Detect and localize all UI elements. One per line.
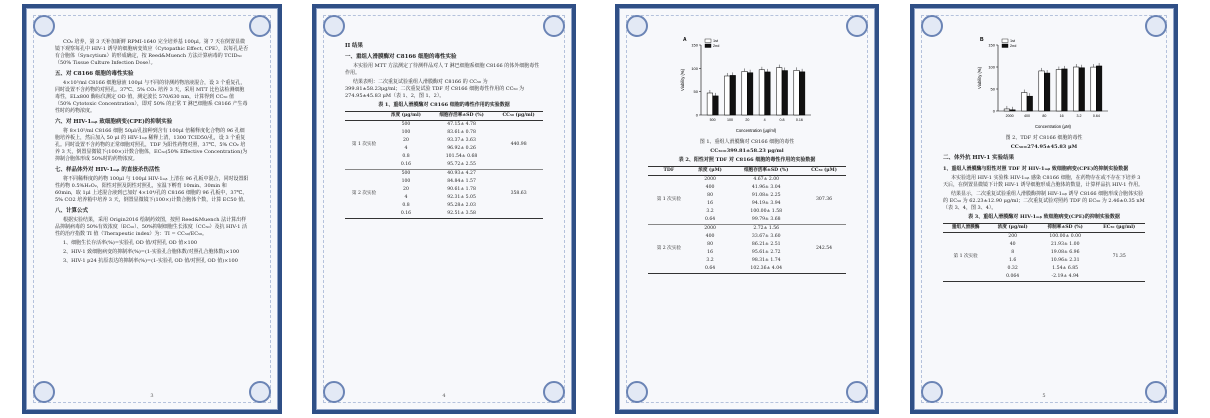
group-label: 第 2 次实验	[656, 246, 681, 251]
viability-chart-b	[974, 33, 1114, 133]
bar-2nd-0.64	[1096, 66, 1102, 111]
value-cell: 10.96± 2.31	[1050, 258, 1080, 263]
concentration-cell: 200	[1008, 234, 1018, 239]
panel-label: B	[980, 37, 984, 43]
column-header: 细胞存活率±SD (%)	[439, 113, 484, 118]
corner-ornament	[33, 15, 55, 37]
x-tick-label: 500	[709, 118, 716, 122]
section-heading: 八、计算公式	[55, 208, 89, 214]
value-cell: 40.93± 4.27	[447, 171, 476, 176]
paragraph: 2、HIV-1 致细胞病变的抑制率(%)=(1-实验孔合胞体数/对照孔合胞体数)×100	[63, 249, 240, 255]
concentration-cell: 8	[1011, 250, 1015, 255]
figure-subcaption: CC₅₀=399.81±58.23 μg/ml	[710, 148, 784, 154]
column-header: TDF	[663, 168, 675, 173]
concentration-cell: 400	[705, 185, 715, 190]
document-page-2	[312, 4, 576, 414]
x-axis-label: Concentration (μM)	[1035, 124, 1071, 129]
paragraph: 根据实验结果，采用 Origin2016 绘制药效图，按照 Reed&Muench 法计算出样品抑制病毒的 50%有效浓度（EC₅₀）、50%抑制细胞生长浓度（CC₅₀）及抗 HIV-1 活性的治疗指数 TI 值（Therapeutic index）为：TI = CC₅₀/EC₅₀。	[55, 217, 248, 237]
bar-2nd-500	[713, 96, 719, 115]
legend-label: 2nd	[713, 44, 720, 49]
value-cell: 100.00± 0.00	[1049, 234, 1081, 239]
legend-label: 2nd	[1010, 44, 1017, 49]
table-caption: 表 1、重组人滑膜酶对 C8166 细胞的毒性作用的实验数据	[378, 102, 510, 108]
value-cell: 84.84± 1.57	[447, 179, 476, 184]
table-row	[345, 121, 543, 130]
summary-cell: 358.63	[510, 191, 527, 196]
x-tick-label: 0.8	[779, 118, 785, 122]
paragraph: 4×10⁵/ml C8166 细胞悬液 100μl 与不同的待测药物溶液混合，设 3 个重复孔，同时设置不含药物的对照孔。37℃、5% CO₂ 培养 3 天，采用 MTT 比色法检测细胞毒性，ELx800 酶标仪测定 OD 值，测定波长 570/630 nm，计算得到 CC₅₀ 值（50% Cytotoxic Concentration），即对 50% 的正常 T 淋巴细胞系 C8166 产生毒性时的药物浓度。	[55, 80, 248, 114]
paragraph: 1、细胞生长存活率(%)=实验孔 OD 值/对照孔 OD 值×100	[63, 240, 198, 246]
corner-ornament	[921, 15, 943, 37]
y-tick-label: 0	[695, 112, 698, 118]
table-row	[943, 233, 1145, 242]
bar-1st-500	[707, 93, 713, 115]
paragraph: 本实验选用 HIV-1 实验株 HIV-1ₘᵦ 感染 C8166 细胞，在药物存在或不存在下培养 3 天后，在倒置显微镜下计数 HIV-1 诱导细胞形成合胞体的数量，计算样品抗 HIV-1 作用。	[943, 175, 1144, 188]
section-heading: 五、对 C8166 细胞的毒性实验	[55, 71, 134, 77]
concentration-cell: 20	[403, 187, 409, 192]
y-tick-label: 50	[693, 89, 698, 95]
page-number: 5	[1042, 393, 1046, 399]
value-cell: 95.61± 2.72	[751, 250, 781, 255]
corner-ornament	[626, 15, 648, 37]
concentration-cell: 0.16	[400, 162, 412, 167]
column-header: CC₅₀ (μg/ml)	[502, 113, 535, 118]
bar-1st-20	[742, 71, 748, 115]
value-cell: 4.67± 2.00	[753, 177, 780, 182]
subsection-heading: 1、重组人滑膜酶与阳性对照 TDF 对 HIV-1ₘᵦ 致细胞病变(CPE)的抑制实验数据	[943, 166, 1129, 172]
y-tick-label: 150	[988, 42, 995, 48]
y-tick-label: 0	[992, 108, 995, 114]
summary-cell: 307.36	[815, 197, 833, 202]
figure-caption: 图 2、TDF 对 C8166 细胞的毒性	[1005, 135, 1083, 141]
concentration-cell: 0.8	[402, 154, 410, 159]
bar-2nd-20	[747, 73, 753, 115]
column-header: 抑制率±SD (%)	[1047, 225, 1083, 230]
group-label: 第 1 次实验	[656, 197, 681, 202]
y-tick-label: 100	[988, 64, 995, 70]
section-title: II 结果	[345, 43, 364, 49]
concentration-cell: 3.2	[706, 209, 714, 214]
y-axis-label: Viability (%)	[977, 66, 982, 90]
group-label: 第 1 次实验	[953, 254, 978, 259]
concentration-cell: 0.32	[1007, 266, 1018, 271]
concentration-cell: 100	[401, 179, 411, 184]
figure-caption: 图 1、重组人滑膜酶对 C8166 细胞的毒性	[699, 139, 795, 145]
concentration-cell: 0.64	[704, 217, 716, 222]
bar-2nd-2000	[1010, 110, 1016, 111]
y-tick-label: 50	[990, 86, 995, 92]
x-tick-label: 4	[763, 118, 766, 122]
value-cell: 94.19± 3.94	[751, 201, 781, 206]
value-cell: 83.61± 0.78	[447, 130, 476, 135]
page-frame	[316, 8, 572, 410]
concentration-cell: 0.8	[402, 203, 410, 208]
bar-1st-0.8	[776, 68, 782, 115]
concentration-cell: 0.064	[1006, 274, 1020, 279]
page-frame	[619, 8, 875, 410]
concentration-cell: 0.64	[704, 266, 716, 271]
page-1-body	[55, 39, 249, 389]
table-3	[943, 223, 1145, 282]
x-tick-label: 16	[1059, 114, 1064, 118]
column-header: 浓度 (μM)	[698, 168, 722, 173]
concentration-cell: 20	[403, 138, 409, 143]
corner-ornament	[249, 15, 271, 37]
bar-2nd-400	[1027, 96, 1033, 111]
paragraph: CO₂ 培养，第 3 天补加新鲜 RPMI-1640 完全培养基 100μl。第 7 天在倒置显微镜下观察每孔中 HIV-1 诱导的细胞病变效应（Cytopathic Effect, CPE），以每孔是否有合胞体（Syncytium）的形成确定，按 Reed&Muench 方法计算病毒的 TCID₅₀（50% Tissue Culture Infection Dose）。	[55, 39, 249, 66]
corner-ornament	[921, 381, 943, 403]
value-cell: 21.93± 1.00	[1050, 242, 1080, 247]
page-frame	[26, 8, 278, 410]
summary-cell: 440.98	[510, 142, 527, 147]
value-cell: 95.28± 2.03	[447, 203, 476, 208]
concentration-cell: 2000	[704, 177, 716, 182]
bar-2nd-0.16	[799, 72, 805, 115]
concentration-cell: 80	[707, 193, 713, 198]
table-2	[648, 166, 846, 274]
summary-cell: 242.54	[815, 246, 833, 251]
bar-1st-16	[1056, 70, 1062, 111]
corner-ornament	[543, 15, 565, 37]
value-cell: 98.31± 1.74	[751, 258, 781, 263]
x-tick-label: 0.64	[1092, 114, 1100, 118]
figure-subcaption: CC₅₀=274.95±45.83 μM	[1010, 144, 1078, 150]
x-tick-label: 20	[745, 118, 750, 122]
value-cell: 95.72± 2.55	[447, 162, 476, 167]
column-header: 浓度 (μg/ml)	[390, 113, 421, 118]
document-page-4	[910, 4, 1178, 414]
legend-swatch	[705, 39, 711, 43]
value-cell: -2.19± 4.94	[1051, 274, 1079, 279]
corner-ornament	[1145, 15, 1167, 37]
section-heading: 七、样品体外对 HIV-1ₘᵦ 的直接杀伤活性	[55, 167, 160, 173]
page-number: 3	[150, 393, 154, 399]
corner-ornament	[323, 381, 345, 403]
concentration-cell: 80	[707, 242, 713, 247]
table-caption: 表 3、重组人滑膜酶对 HIV-1ₘᵦ 致细胞病变(CPE)的抑制实验数据	[968, 214, 1120, 220]
paragraph: 将不同稀释度的药物 100μl 与 100μl HIV-1ₘᵦ 上清在 96 孔板中混合，同时设置阳性药物 0.5%H₂O₂，阳性对照及阴性对照孔，室温下孵育 10min、30min 和 60min，取 1μl 上述混合液到已加好 4×10⁴/孔的 C8166 细胞的 96 孔板中，37℃、5% CO2 培养箱中培养 3 天，倒置显微镜下(100×)计数合胞体个数，计算 EC50 值。	[55, 176, 249, 203]
y-tick-label: 150	[691, 42, 698, 48]
concentration-cell: 3.2	[706, 258, 714, 263]
value-cell: 1.54± 6.85	[1052, 266, 1079, 271]
column-header: 重组人滑膜酶	[951, 225, 980, 230]
bar-1st-2000	[1004, 109, 1010, 111]
page-frame	[914, 8, 1174, 410]
value-cell: 102.36± 4.04	[750, 266, 783, 271]
value-cell: 101.54± 0.68	[445, 154, 478, 159]
summary-cell: 71.35	[1112, 254, 1126, 259]
page-number: 4	[442, 393, 446, 399]
x-tick-label: 0.16	[795, 118, 803, 122]
value-cell: 91.08± 2.25	[751, 193, 781, 198]
value-cell: 2.72± 1.56	[753, 226, 780, 231]
document-page-3	[615, 4, 879, 414]
x-tick-label: 80	[1042, 114, 1047, 118]
section-heading: 二、体外抗 HIV-1 实验结果	[943, 155, 1015, 161]
section-heading: 一、重组人滑膜酶对 C8166 细胞的毒性实验	[345, 54, 457, 60]
concentration-cell: 500	[401, 171, 411, 176]
group-label: 第 1 次实验	[351, 142, 377, 147]
page-3-body	[648, 33, 846, 389]
legend-swatch	[1002, 44, 1008, 48]
value-cell: 41.96± 3.04	[751, 185, 781, 190]
concentration-cell: 2000	[704, 226, 716, 231]
legend-label: 1st	[1010, 39, 1016, 44]
bar-2nd-0.8	[782, 71, 788, 115]
page-4-body	[943, 33, 1145, 389]
paragraph: 本实验用 MTT 方法测定了待测样品对人 T 淋巴细胞系细胞 C8166 的体外细胞毒性作用。	[345, 63, 540, 76]
page-2-body	[345, 39, 543, 389]
concentration-cell: 16	[707, 250, 713, 255]
panel-label: A	[683, 37, 687, 43]
x-tick-label: 3.2	[1076, 114, 1082, 118]
bar-1st-80	[1039, 71, 1045, 111]
concentration-cell: 500	[401, 122, 411, 127]
document-page-1	[22, 4, 282, 414]
corner-ornament	[626, 381, 648, 403]
corner-ornament	[1145, 381, 1167, 403]
y-axis-label: Viability (%)	[680, 68, 685, 92]
legend-label: 1st	[713, 39, 719, 44]
corner-ornament	[846, 381, 868, 403]
concentration-cell: 4	[404, 146, 408, 151]
bar-1st-4	[759, 70, 765, 115]
concentration-cell: 40	[1009, 242, 1016, 247]
bar-1st-100	[724, 76, 730, 115]
legend-swatch	[705, 44, 711, 48]
concentration-cell: 4	[404, 195, 408, 200]
column-header: 细胞存活率±SD (%)	[744, 168, 789, 173]
x-tick-label: 400	[1024, 114, 1030, 118]
bar-1st-3.2	[1073, 67, 1079, 111]
corner-ornament	[543, 381, 565, 403]
value-cell: 92.51± 3.58	[447, 211, 476, 216]
table-caption: 表 2、阳性对照 TDF 对 C8166 细胞的毒性作用的实验数据	[678, 157, 816, 163]
paragraph: 将 8×10⁵/ml C8166 细胞 50μl/孔接种到含有 100μl 倍稀释度化合物的 96 孔细胞培养板上，然后加入 50 μl 的 HIV-1ₘᵦ 稀释上清，1300 TCID50/孔，设 3 个重复孔。同时设置不含药物的正常细胞对照孔，TDF 为阳性药物对照，37℃、5% CO₂ 培养 3 天，倒置显微镜下(100×)计数合胞体，EC₅₀(50% Effective Concentration)为抑制合胞体形成 50%时的药物浓度。	[55, 128, 248, 162]
corner-ornament	[249, 381, 271, 403]
value-cell: 92.31± 5.05	[447, 195, 476, 200]
value-cell: 100.00± 1.58	[750, 209, 783, 214]
value-cell: 90.61± 1.78	[447, 187, 476, 192]
table-row	[345, 170, 543, 179]
viability-chart-a	[677, 33, 817, 137]
value-cell: 96.92± 0.26	[447, 146, 476, 151]
paragraph: 结果显示，二次重复试验重组人滑膜酶抑制 HIV-1ₘᵦ 诱导 C8166 细胞形成合胞体实验的 EC₅₀ 为 62.23±12.90 μg/ml；二次重复试验对照药 TDF 的 EC₅₀ 为 2.46±0.35 nM（表 3、4，图 3、4）。	[943, 191, 1145, 211]
concentration-cell: 1.6	[1009, 258, 1017, 263]
bar-2nd-3.2	[1079, 68, 1085, 111]
legend-swatch	[1002, 39, 1008, 43]
x-tick-label: 2000	[1005, 114, 1014, 118]
corner-ornament	[33, 381, 55, 403]
column-header: CC₅₀ (μM)	[811, 168, 837, 173]
corner-ornament	[323, 15, 345, 37]
column-header	[345, 112, 383, 121]
value-cell: 93.37± 3.63	[447, 138, 476, 143]
paragraph: 3、HIV-1 p24 抗原表达的抑制率(%)=(1-实验孔 OD 值/对照孔 OD 值)×100	[63, 258, 238, 264]
concentration-cell: 0.16	[400, 211, 412, 216]
concentration-cell: 16	[707, 201, 713, 206]
bar-1st-0.16	[794, 70, 800, 115]
bar-2nd-80	[1044, 73, 1050, 111]
table-row	[648, 176, 846, 185]
value-cell: 33.67± 3.60	[751, 234, 781, 239]
concentration-cell: 100	[401, 130, 411, 135]
column-header: 浓度 (μg/ml)	[997, 225, 1028, 230]
bar-2nd-100	[730, 75, 736, 115]
value-cell: 47.15± 4.78	[447, 122, 476, 127]
bar-1st-0.64	[1091, 67, 1097, 111]
y-tick-label: 100	[691, 65, 698, 71]
table-row	[648, 225, 846, 234]
x-tick-label: 100	[727, 118, 733, 122]
bar-2nd-4	[765, 72, 771, 115]
table-1	[345, 111, 543, 219]
x-axis-label: Concentration (μg/ml)	[735, 128, 777, 133]
section-heading: 六、对 HIV-1ₘᵦ 致细胞病变(CPE)的抑制实验	[55, 119, 173, 125]
bar-2nd-16	[1062, 69, 1068, 111]
column-header: EC₅₀ (μg/ml)	[1103, 225, 1136, 230]
group-label: 第 2 次实验	[351, 191, 377, 196]
value-cell: 86.21± 2.51	[751, 242, 781, 247]
value-cell: 99.79± 3.68	[751, 217, 781, 222]
concentration-cell: 400	[705, 234, 715, 239]
value-cell: 19.08± 6.96	[1050, 250, 1080, 255]
bar-1st-400	[1021, 93, 1027, 111]
corner-ornament	[846, 15, 868, 37]
paragraph: 结果表明：二次重复试验重组人滑膜酶对 C8166 的 CC₅₀ 为 399.81±58.23μg/ml；二次重复试验 TDF 对 C8166 细胞毒性作用的 CC₅₀ 为 274.95±45.83 μM（表 1、2，图 1、2）。	[345, 79, 525, 99]
